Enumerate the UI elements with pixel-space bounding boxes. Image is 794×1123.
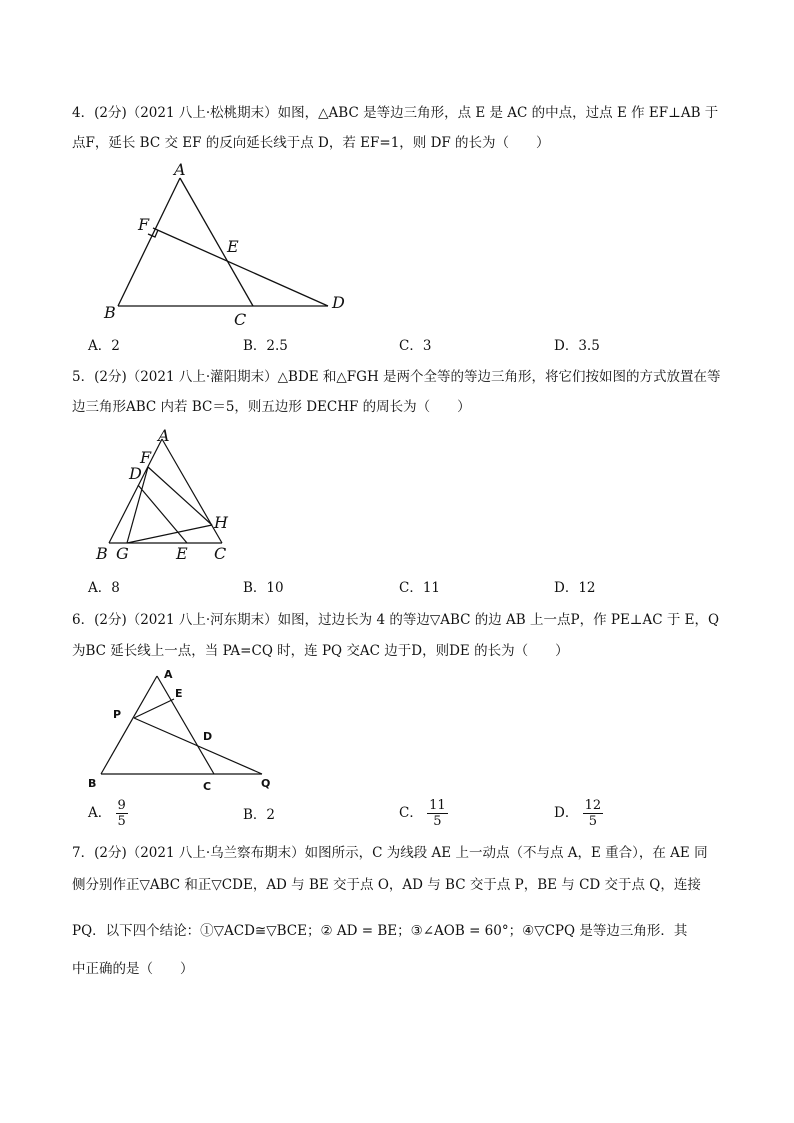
q5-figure <box>92 425 242 565</box>
q6-option-a[interactable] <box>88 798 128 829</box>
q6-label-q: Q <box>261 777 271 790</box>
q7-text-line3: PQ．以下四个结论：①▽ACD≅▽BCE；② AD = BE；③∠AOB = 60°；④▽CPQ 是等边三角形．其 <box>72 923 688 939</box>
q6-option-a-denominator: 5 <box>117 814 126 829</box>
q4-option-c[interactable]: C．3 <box>399 338 432 354</box>
q5-option-c[interactable]: C．11 <box>399 580 441 596</box>
q4-option-b[interactable]: B．2.5 <box>243 338 288 354</box>
q6-option-d[interactable] <box>554 798 603 829</box>
q4-label-c: C <box>234 310 247 329</box>
q6-option-d-numerator: 12 <box>584 798 602 813</box>
q6-option-a-numerator: 9 <box>117 798 126 813</box>
q5-label-h: H <box>214 513 228 532</box>
q6-option-c[interactable] <box>399 798 448 829</box>
q4-option-d[interactable]: D．3.5 <box>554 338 600 354</box>
q4-text-line2: 点F，延长 BC 交 EF 的反向延长线于点 D，若 EF=1，则 DF 的长为（ ） <box>72 135 550 151</box>
q5-label-b: B <box>96 544 108 563</box>
q6-option-a-fraction <box>116 798 128 829</box>
q5-label-d: D <box>129 464 142 483</box>
q6-option-a-prefix: A． <box>88 805 112 821</box>
q6-option-b[interactable]: B．2 <box>243 807 276 823</box>
q4-label-f: F <box>138 215 150 234</box>
q4-label-b: B <box>104 303 116 322</box>
q6-option-c-prefix: C． <box>399 805 423 821</box>
q6-option-c-fraction <box>427 798 448 829</box>
q6-label-c: C <box>203 780 212 793</box>
q7-text-line4: 中正确的是（ ） <box>72 961 194 977</box>
q6-text-line1: 6．(2分)（2021 八上·河东期末）如图，过边长为 4 的等边▽ABC 的边 AB 上一点P，作 PE⊥AC 于 E，Q <box>72 612 720 628</box>
q5-label-e: E <box>176 544 188 563</box>
q5-text-line2: 边三角形ABC 内若 BC＝5，则五边形 DECHF 的周长为（ ） <box>72 399 471 415</box>
q6-label-p: P <box>113 708 122 721</box>
q5-option-a[interactable]: A．8 <box>88 580 120 596</box>
q5-label-f: F <box>140 448 152 467</box>
q7-text-line2: 侧分别作正▽ABC 和正▽CDE，AD 与 BE 交于点 O，AD 与 BC 交于点 P，BE 与 CD 交于点 Q，连接 <box>72 877 701 893</box>
q5-option-d[interactable]: D．12 <box>554 580 596 596</box>
q6-figure <box>84 666 284 796</box>
q4-label-a: A <box>174 160 186 179</box>
q5-text-line1: 5．(2分)（2021 八上·灌阳期末）△BDE 和△FGH 是两个全等的等边三角形，将它们按如图的方式放置在等 <box>72 369 721 385</box>
q6-option-d-fraction <box>583 798 604 829</box>
q7-text-line1: 7．(2分)（2021 八上·乌兰察布期末）如图所示，C 为线段 AE 上一动点（不与点 A，E 重合），在 AE 同 <box>72 845 708 861</box>
q4-text-line1: 4．(2分)（2021 八上·松桃期末）如图，△ABC 是等边三角形，点 E 是 AC 的中点，过点 E 作 EF⊥AB 于 <box>72 105 719 121</box>
q6-option-c-denominator: 5 <box>433 814 442 829</box>
q6-label-e: E <box>175 687 183 700</box>
q6-label-d: D <box>203 730 213 743</box>
q4-option-a[interactable]: A．2 <box>88 338 120 354</box>
q5-option-b[interactable]: B．10 <box>243 580 284 596</box>
q6-text-line2: 为BC 延长线上一点，当 PA=CQ 时，连 PQ 交AC 边于D，则DE 的长为（ ） <box>72 643 569 659</box>
q4-figure <box>96 158 366 330</box>
q5-label-c: C <box>214 544 227 563</box>
q6-label-b: B <box>88 777 97 790</box>
q4-label-e: E <box>227 237 239 256</box>
q5-label-g: G <box>116 544 129 563</box>
q4-label-d: D <box>332 293 345 312</box>
q6-label-a: A <box>164 668 173 681</box>
q6-option-d-denominator: 5 <box>588 814 598 829</box>
q5-label-a: A <box>158 426 170 445</box>
q6-option-c-numerator: 11 <box>429 798 446 813</box>
q6-option-d-prefix: D． <box>554 805 579 821</box>
